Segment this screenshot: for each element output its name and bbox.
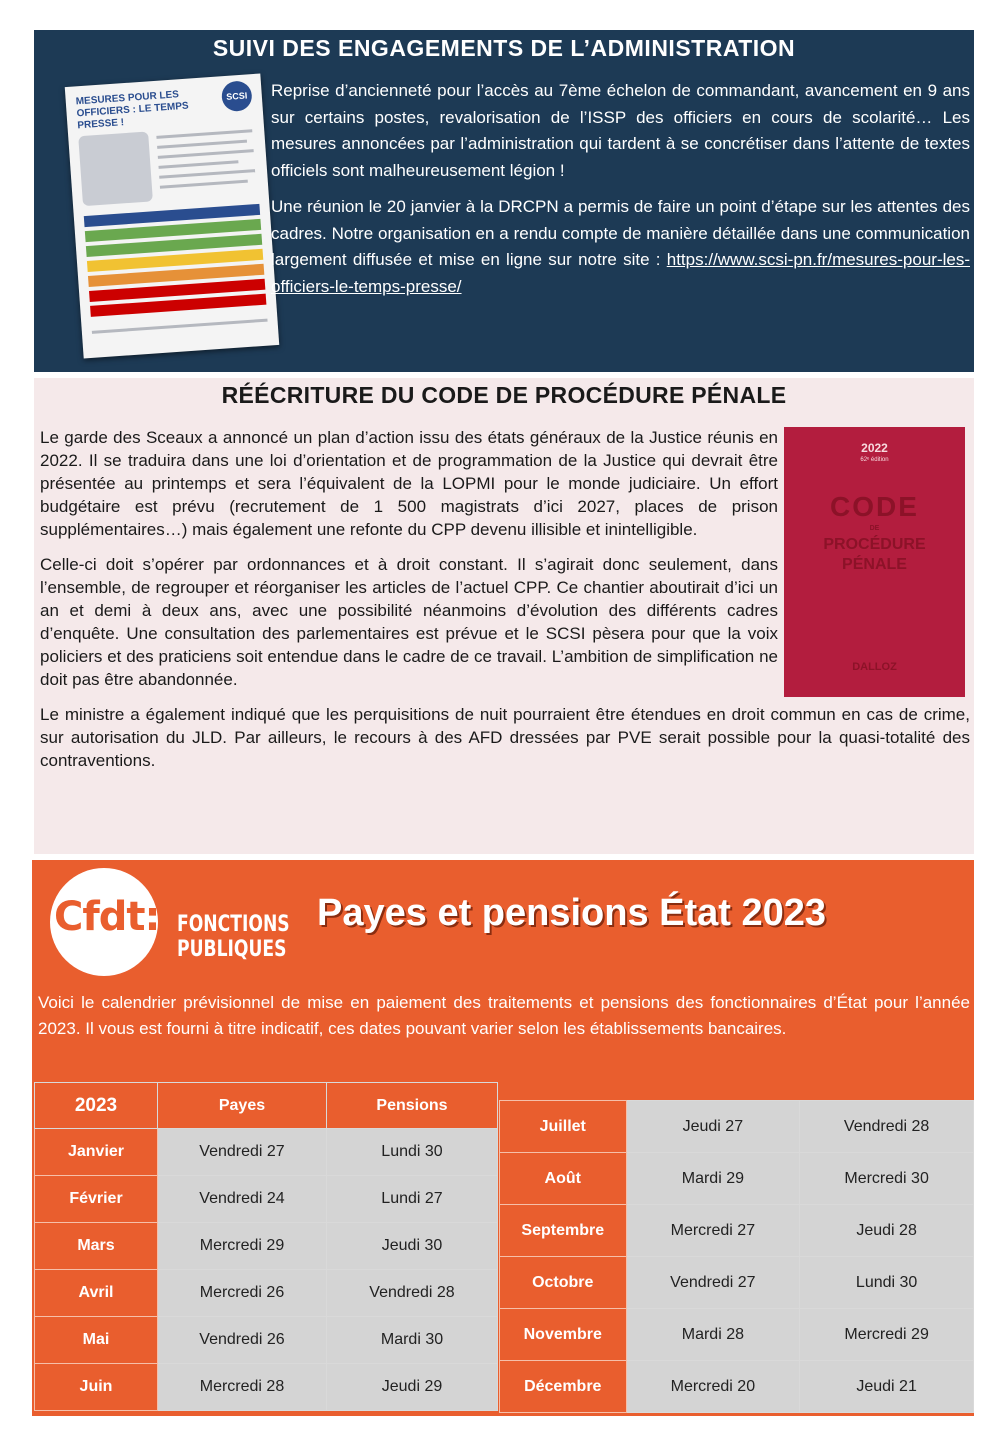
month-cell: Mai [35,1317,158,1364]
book-edition: 62ᵉ édition [860,457,889,463]
pensions-cell: Vendredi 28 [327,1270,498,1317]
payes-cell: Jeudi 27 [626,1101,800,1153]
pensions-cell: Vendredi 28 [800,1101,974,1153]
paragraph [271,194,970,300]
book-publisher: DALLOZ [852,661,897,673]
fonctions-publiques-label [177,912,290,962]
month-cell: Juillet [500,1101,627,1153]
flyer-image [65,73,279,358]
section-text [40,426,970,784]
intro-text: Voici le calendrier prévisionnel de mise en paiement des traitements et pensions des fonctionnaires d’État pour l’année 2023. Il vous est fourni à titre indicatif, ces dates pouvant varier selon les établissements bancaires. [38,993,970,1038]
pensions-cell: Jeudi 30 [327,1223,498,1270]
pensions-cell: Mercredi 30 [800,1153,974,1205]
section-title: SUIVI DES ENGAGEMENTS DE L’ADMINISTRATION [212,35,796,61]
pensions-cell: Mercredi 29 [800,1309,974,1361]
pensions-cell: Mardi 30 [327,1317,498,1364]
payes-cell: Vendredi 26 [158,1317,327,1364]
month-cell: Décembre [500,1361,627,1413]
pensions-cell: Jeudi 28 [800,1205,974,1257]
month-cell: Mars [35,1223,158,1270]
flyer-footer [92,319,268,334]
calendar-table-left [34,1082,498,1411]
month-cell: Novembre [500,1309,627,1361]
paragraph: Le garde des Sceaux a annoncé un plan d’action issu des états généraux de la Justice réunis en 2022. Il se traduira dans une loi d’orientation et de programmation de la Justice qui devrait être présentée au printemps et sera l’équivalent de la LOPMI pour le monde judiciaire. Un effort budgétaire est prévu (recrutement de 1 500 magistrats d’ici 2027, places de prison supplémentaires…) mais également une refonte du CPP devenu illisible et inintelligible. [40,428,778,539]
float-spacer [784,426,970,698]
table-row [500,1257,974,1309]
section-title: RÉÉCRITURE DU CODE DE PROCÉDURE PÉNALE [221,382,787,408]
paragraph-text: Une réunion le 20 janvier à la DRCPN a permis de faire un point d’étape sur les attentes des cadres. Notre organisation en a rendu compte de manière détaillée dans une communication largement diffusée et mise en ligne sur notre site : [271,197,970,269]
section-title: Payes et pensions État 2023 [317,892,827,934]
payes-cell: Mercredi 20 [626,1361,800,1413]
section-payes-pensions [32,860,974,1416]
section-text [271,78,970,310]
flyer-line [156,129,252,139]
paragraph: Le ministre a également indiqué que les perquisitions de nuit pourraient être étendues en droit commun en cas de crime, sur autorisation du JLD. Par ailleurs, le recours à des AFD dressées par PVE serait possible pour la quasi-totalité des contraventions. [40,705,970,770]
book-year: 2022 [861,441,888,455]
table-row [35,1223,498,1270]
book-penale: PÉNALE [842,556,907,573]
table-row [35,1317,498,1364]
calendar-table-right [499,1100,974,1413]
flyer-photo [78,131,153,206]
table-row [500,1153,974,1205]
table-row [500,1101,974,1153]
payes-cell: Vendredi 27 [626,1257,800,1309]
flyer-line [158,160,238,169]
book-de: DE [869,525,880,532]
pensions-cell: Jeudi 29 [327,1364,498,1411]
paragraph: Celle-ci doit s’opérer par ordonnances et à droit constant. Il s’agirait donc seulement, dans l’ensemble, de regrouper et réorganiser les articles de l’actuel CPP. Ce chantier aboutirait d’ici un an et demi à deux ans, avec une possibilité néanmoins d’évolution des différents cadres d’enquête. Une consultation des parlementaires est prévue et le SCSI pèsera pour que la voix policiers et des praticiens soit entendue dans le cadre de ce travail. L’ambition de simplification ne doit pas être abandonnée. [40,555,778,689]
section-engagements [34,30,974,372]
scsi-link[interactable]: https://www.scsi-pn.fr/mesures-pour-les-officiers-le-temps-presse/ [271,250,970,296]
cfdt-logo: Cfdt: [54,894,160,940]
header-pensions: Pensions [327,1083,498,1129]
book-procedure: PROCÉDURE [823,536,926,553]
flyer-line [157,140,247,149]
flyer-line [159,169,255,179]
table-row [35,1364,498,1411]
table-row [35,1270,498,1317]
table-row [35,1176,498,1223]
logo-line: PUBLIQUES [177,937,287,962]
month-cell: Août [500,1153,627,1205]
section-code-procedure [34,378,974,854]
logo-line: FONCTIONS [177,912,290,937]
month-cell: Janvier [35,1129,158,1176]
flyer-logo: SCSI [221,80,253,112]
table-row [35,1129,498,1176]
table-row [500,1309,974,1361]
header-payes: Payes [158,1083,327,1129]
payes-cell: Mardi 29 [626,1153,800,1205]
flyer-title: MESURES POUR LES OFFICIERS : LE TEMPS PRESSE ! [75,89,189,132]
payes-cell: Vendredi 27 [158,1129,327,1176]
payes-cell: Mercredi 27 [626,1205,800,1257]
payes-cell: Mercredi 28 [158,1364,327,1411]
payes-cell: Mardi 28 [626,1309,800,1361]
table-row [500,1205,974,1257]
book-code: CODE [830,491,919,522]
pensions-cell: Lundi 30 [327,1129,498,1176]
flyer-line [158,149,254,159]
flyer-line [160,180,248,189]
payes-cell: Vendredi 24 [158,1176,327,1223]
payes-cell: Mercredi 26 [158,1270,327,1317]
header-year: 2023 [35,1083,158,1129]
pensions-cell: Jeudi 21 [800,1361,974,1413]
month-cell: Février [35,1176,158,1223]
month-cell: Avril [35,1270,158,1317]
month-cell: Octobre [500,1257,627,1309]
month-cell: Septembre [500,1205,627,1257]
paragraph: Reprise d’ancienneté pour l’accès au 7ème échelon de commandant, avancement en 9 ans sur certains postes, revalorisation de l’ISSP des officiers en cours de scolarité… Les mesures annoncées par l’administration qui tardent à se concrétiser dans l’attente de textes officiels sont malheureusement légion ! [271,81,970,180]
pensions-cell: Lundi 27 [327,1176,498,1223]
payes-cell: Mercredi 29 [158,1223,327,1270]
month-cell: Juin [35,1364,158,1411]
table-row [500,1361,974,1413]
pensions-cell: Lundi 30 [800,1257,974,1309]
